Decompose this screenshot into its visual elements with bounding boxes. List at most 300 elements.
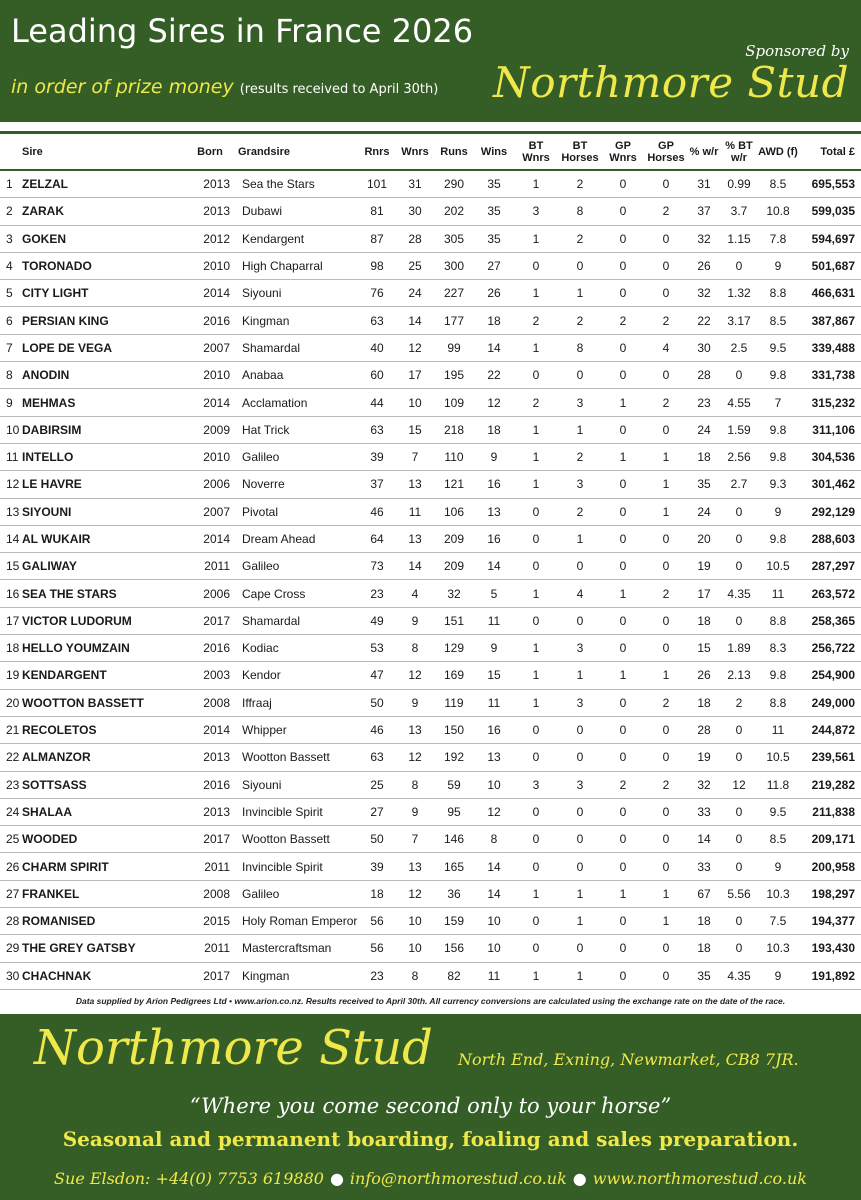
cell-bt-wnrs: 3	[514, 198, 558, 225]
cell-born: 2014	[182, 280, 238, 307]
cell-bt-wnrs: 0	[514, 607, 558, 634]
cell-total: 198,297	[798, 880, 861, 907]
cell-rank: 10	[0, 416, 22, 443]
table-row	[0, 662, 861, 689]
cell-gp-wnrs: 2	[602, 771, 644, 798]
cell-grandsire: Invincible Spirit	[238, 798, 358, 825]
cell-bt-wnrs: 0	[514, 498, 558, 525]
cell-sire: PERSIAN KING	[22, 307, 182, 334]
cell-gp-wnrs: 0	[602, 416, 644, 443]
cell-bt-wnrs: 0	[514, 744, 558, 771]
cell-pct-bt-wr: 2.5	[720, 334, 758, 361]
cell-awd: 9	[758, 498, 798, 525]
cell-rank: 29	[0, 935, 22, 962]
cell-pct-wr: 32	[688, 771, 720, 798]
cell-rnrs: 101	[358, 170, 396, 198]
cell-gp-horses: 0	[644, 225, 688, 252]
cell-grandsire: Shamardal	[238, 607, 358, 634]
cell-awd: 8.3	[758, 635, 798, 662]
cell-rnrs: 44	[358, 389, 396, 416]
cell-pct-wr: 20	[688, 525, 720, 552]
cell-gp-horses: 0	[644, 607, 688, 634]
cell-pct-bt-wr: 0	[720, 853, 758, 880]
cell-wins: 11	[474, 689, 514, 716]
cell-sire: LE HAVRE	[22, 471, 182, 498]
cell-wnrs: 7	[396, 443, 434, 470]
cell-wins: 35	[474, 225, 514, 252]
cell-grandsire: Whipper	[238, 716, 358, 743]
cell-wins: 27	[474, 252, 514, 279]
cell-bt-horses: 8	[558, 334, 602, 361]
cell-wins: 9	[474, 443, 514, 470]
table-row	[0, 416, 861, 443]
cell-gp-horses: 2	[644, 198, 688, 225]
cell-grandsire: Kingman	[238, 962, 358, 989]
cell-born: 2006	[182, 471, 238, 498]
cell-sire: GALIWAY	[22, 553, 182, 580]
cell-awd: 9	[758, 853, 798, 880]
cell-runs: 150	[434, 716, 474, 743]
header-banner	[0, 0, 861, 122]
cell-rnrs: 53	[358, 635, 396, 662]
cell-gp-wnrs: 0	[602, 689, 644, 716]
cell-pct-wr: 32	[688, 225, 720, 252]
footer-logo: Northmore Stud	[34, 1020, 433, 1076]
table-row	[0, 798, 861, 825]
cell-grandsire: Kodiac	[238, 635, 358, 662]
cell-rnrs: 87	[358, 225, 396, 252]
cell-wnrs: 14	[396, 553, 434, 580]
sires-table-container	[0, 131, 861, 990]
cell-bt-wnrs: 0	[514, 716, 558, 743]
cell-pct-bt-wr: 4.55	[720, 389, 758, 416]
cell-bt-wnrs: 0	[514, 908, 558, 935]
bullet-separator: ●	[572, 1169, 587, 1188]
cell-born: 2008	[182, 689, 238, 716]
cell-bt-horses: 0	[558, 362, 602, 389]
col-header-wins: Wins	[474, 133, 514, 171]
cell-pct-bt-wr: 0	[720, 826, 758, 853]
cell-sire: SOTTSASS	[22, 771, 182, 798]
cell-grandsire: Wootton Bassett	[238, 744, 358, 771]
cell-bt-wnrs: 1	[514, 416, 558, 443]
cell-grandsire: Kendor	[238, 662, 358, 689]
cell-total: 501,687	[798, 252, 861, 279]
col-header-awd: AWD (f)	[758, 133, 798, 171]
cell-sire: WOOTTON BASSETT	[22, 689, 182, 716]
cell-total: 263,572	[798, 580, 861, 607]
sires-table	[0, 131, 861, 990]
cell-sire: INTELLO	[22, 443, 182, 470]
cell-sire: TORONADO	[22, 252, 182, 279]
cell-bt-wnrs: 0	[514, 798, 558, 825]
cell-born: 2017	[182, 826, 238, 853]
cell-wins: 16	[474, 471, 514, 498]
cell-pct-wr: 33	[688, 798, 720, 825]
cell-gp-wnrs: 0	[602, 607, 644, 634]
cell-gp-wnrs: 0	[602, 853, 644, 880]
cell-rank: 18	[0, 635, 22, 662]
cell-total: 311,106	[798, 416, 861, 443]
cell-bt-horses: 3	[558, 689, 602, 716]
cell-wnrs: 13	[396, 471, 434, 498]
cell-sire: AL WUKAIR	[22, 525, 182, 552]
cell-total: 256,722	[798, 635, 861, 662]
cell-gp-horses: 2	[644, 771, 688, 798]
cell-total: 331,738	[798, 362, 861, 389]
cell-wnrs: 9	[396, 607, 434, 634]
cell-wnrs: 30	[396, 198, 434, 225]
cell-total: 209,171	[798, 826, 861, 853]
cell-pct-wr: 37	[688, 198, 720, 225]
cell-grandsire: Noverre	[238, 471, 358, 498]
col-header-bt-horses: BT Horses	[558, 133, 602, 171]
cell-grandsire: Wootton Bassett	[238, 826, 358, 853]
subtitle-text: in order of prize money	[11, 76, 234, 98]
cell-runs: 165	[434, 853, 474, 880]
cell-awd: 11.8	[758, 771, 798, 798]
cell-sire: SHALAA	[22, 798, 182, 825]
cell-pct-wr: 26	[688, 662, 720, 689]
cell-total: 695,553	[798, 170, 861, 198]
cell-rank: 2	[0, 198, 22, 225]
cell-runs: 209	[434, 553, 474, 580]
cell-pct-wr: 18	[688, 443, 720, 470]
cell-bt-wnrs: 1	[514, 170, 558, 198]
cell-born: 2012	[182, 225, 238, 252]
cell-runs: 151	[434, 607, 474, 634]
cell-gp-horses: 0	[644, 635, 688, 662]
table-row	[0, 744, 861, 771]
cell-bt-horses: 8	[558, 198, 602, 225]
cell-gp-wnrs: 0	[602, 908, 644, 935]
cell-awd: 8.8	[758, 689, 798, 716]
table-row	[0, 170, 861, 198]
cell-gp-horses: 0	[644, 962, 688, 989]
cell-gp-horses: 2	[644, 307, 688, 334]
cell-bt-horses: 2	[558, 443, 602, 470]
cell-gp-horses: 0	[644, 935, 688, 962]
cell-born: 2008	[182, 880, 238, 907]
cell-wnrs: 8	[396, 635, 434, 662]
cell-pct-wr: 28	[688, 362, 720, 389]
cell-sire: THE GREY GATSBY	[22, 935, 182, 962]
cell-grandsire: Hat Trick	[238, 416, 358, 443]
cell-wins: 14	[474, 553, 514, 580]
cell-grandsire: Invincible Spirit	[238, 853, 358, 880]
cell-gp-wnrs: 0	[602, 553, 644, 580]
cell-pct-bt-wr: 2.13	[720, 662, 758, 689]
cell-born: 2013	[182, 170, 238, 198]
cell-bt-horses: 2	[558, 225, 602, 252]
cell-pct-bt-wr: 0	[720, 744, 758, 771]
cell-wnrs: 17	[396, 362, 434, 389]
cell-wins: 13	[474, 744, 514, 771]
cell-rnrs: 63	[358, 416, 396, 443]
cell-born: 2009	[182, 416, 238, 443]
cell-wins: 22	[474, 362, 514, 389]
cell-wnrs: 12	[396, 662, 434, 689]
cell-gp-horses: 1	[644, 498, 688, 525]
cell-runs: 305	[434, 225, 474, 252]
cell-bt-wnrs: 0	[514, 252, 558, 279]
cell-born: 2014	[182, 716, 238, 743]
cell-awd: 10.8	[758, 198, 798, 225]
cell-rnrs: 37	[358, 471, 396, 498]
cell-pct-bt-wr: 12	[720, 771, 758, 798]
cell-rnrs: 98	[358, 252, 396, 279]
cell-rank: 16	[0, 580, 22, 607]
cell-pct-wr: 15	[688, 635, 720, 662]
cell-sire: CHACHNAK	[22, 962, 182, 989]
cell-born: 2011	[182, 853, 238, 880]
cell-pct-bt-wr: 3.7	[720, 198, 758, 225]
cell-awd: 7.8	[758, 225, 798, 252]
cell-born: 2015	[182, 908, 238, 935]
contact-web-link[interactable]: www.northmorestud.co.uk	[592, 1169, 807, 1188]
cell-born: 2010	[182, 252, 238, 279]
cell-pct-wr: 18	[688, 689, 720, 716]
cell-wins: 11	[474, 962, 514, 989]
cell-bt-wnrs: 1	[514, 662, 558, 689]
cell-awd: 10.5	[758, 553, 798, 580]
cell-grandsire: Dubawi	[238, 198, 358, 225]
cell-awd: 8.8	[758, 607, 798, 634]
cell-awd: 9.5	[758, 798, 798, 825]
cell-born: 2017	[182, 962, 238, 989]
table-row	[0, 307, 861, 334]
cell-rnrs: 56	[358, 935, 396, 962]
cell-runs: 32	[434, 580, 474, 607]
cell-bt-wnrs: 1	[514, 443, 558, 470]
cell-bt-wnrs: 0	[514, 935, 558, 962]
cell-bt-wnrs: 0	[514, 525, 558, 552]
cell-awd: 9.8	[758, 443, 798, 470]
cell-gp-horses: 0	[644, 744, 688, 771]
cell-rnrs: 73	[358, 553, 396, 580]
cell-bt-horses: 2	[558, 498, 602, 525]
cell-wins: 16	[474, 716, 514, 743]
cell-rank: 14	[0, 525, 22, 552]
cell-gp-wnrs: 0	[602, 225, 644, 252]
footer-tagline: “Where you come second only to your horse”	[189, 1094, 672, 1118]
cell-gp-horses: 1	[644, 443, 688, 470]
cell-rank: 21	[0, 716, 22, 743]
cell-pct-bt-wr: 1.59	[720, 416, 758, 443]
cell-bt-horses: 0	[558, 716, 602, 743]
cell-sire: KENDARGENT	[22, 662, 182, 689]
cell-total: 219,282	[798, 771, 861, 798]
cell-rnrs: 46	[358, 716, 396, 743]
cell-rnrs: 25	[358, 771, 396, 798]
cell-grandsire: Kendargent	[238, 225, 358, 252]
cell-gp-wnrs: 2	[602, 307, 644, 334]
cell-gp-horses: 2	[644, 580, 688, 607]
col-header-grandsire: Grandsire	[238, 133, 358, 171]
cell-wins: 14	[474, 880, 514, 907]
cell-grandsire: Cape Cross	[238, 580, 358, 607]
cell-bt-horses: 0	[558, 935, 602, 962]
cell-gp-horses: 0	[644, 280, 688, 307]
cell-pct-wr: 24	[688, 498, 720, 525]
footer-banner	[0, 1014, 861, 1200]
cell-total: 194,377	[798, 908, 861, 935]
footer-contact	[0, 1169, 861, 1188]
cell-rank: 12	[0, 471, 22, 498]
cell-bt-horses: 1	[558, 416, 602, 443]
cell-sire: ALMANZOR	[22, 744, 182, 771]
cell-awd: 11	[758, 716, 798, 743]
cell-wnrs: 7	[396, 826, 434, 853]
cell-sire: ROMANISED	[22, 908, 182, 935]
cell-pct-wr: 24	[688, 416, 720, 443]
cell-runs: 36	[434, 880, 474, 907]
cell-wnrs: 12	[396, 334, 434, 361]
table-row	[0, 498, 861, 525]
cell-wins: 5	[474, 580, 514, 607]
cell-total: 292,129	[798, 498, 861, 525]
col-header-gp-wnrs: GP Wnrs	[602, 133, 644, 171]
cell-born: 2010	[182, 362, 238, 389]
cell-gp-wnrs: 0	[602, 525, 644, 552]
table-row	[0, 853, 861, 880]
cell-awd: 9.8	[758, 525, 798, 552]
table-row	[0, 580, 861, 607]
cell-awd: 8.5	[758, 307, 798, 334]
cell-pct-bt-wr: 1.89	[720, 635, 758, 662]
cell-rnrs: 64	[358, 525, 396, 552]
cell-rank: 6	[0, 307, 22, 334]
cell-rnrs: 60	[358, 362, 396, 389]
cell-bt-horses: 1	[558, 662, 602, 689]
cell-sire: MEHMAS	[22, 389, 182, 416]
cell-runs: 290	[434, 170, 474, 198]
cell-awd: 10.5	[758, 744, 798, 771]
cell-rank: 26	[0, 853, 22, 880]
cell-bt-wnrs: 1	[514, 334, 558, 361]
cell-rank: 11	[0, 443, 22, 470]
cell-pct-bt-wr: 3.17	[720, 307, 758, 334]
cell-rnrs: 46	[358, 498, 396, 525]
cell-grandsire: Shamardal	[238, 334, 358, 361]
cell-wins: 18	[474, 307, 514, 334]
cell-total: 339,488	[798, 334, 861, 361]
cell-rank: 25	[0, 826, 22, 853]
cell-pct-bt-wr: 0	[720, 362, 758, 389]
cell-wnrs: 8	[396, 771, 434, 798]
cell-runs: 156	[434, 935, 474, 962]
cell-wins: 10	[474, 771, 514, 798]
cell-sire: ANODIN	[22, 362, 182, 389]
subtitle-note: (results received to April 30th)	[239, 82, 439, 97]
cell-gp-wnrs: 0	[602, 826, 644, 853]
cell-gp-wnrs: 1	[602, 880, 644, 907]
cell-rnrs: 18	[358, 880, 396, 907]
cell-sire: FRANKEL	[22, 880, 182, 907]
cell-rank: 7	[0, 334, 22, 361]
cell-gp-horses: 0	[644, 716, 688, 743]
cell-total: 387,867	[798, 307, 861, 334]
table-row	[0, 389, 861, 416]
cell-pct-wr: 26	[688, 252, 720, 279]
cell-pct-bt-wr: 0.99	[720, 170, 758, 198]
cell-awd: 8.8	[758, 280, 798, 307]
cell-sire: GOKEN	[22, 225, 182, 252]
cell-born: 2016	[182, 635, 238, 662]
cell-rnrs: 50	[358, 826, 396, 853]
cell-bt-horses: 1	[558, 280, 602, 307]
cell-bt-horses: 2	[558, 307, 602, 334]
cell-grandsire: Sea the Stars	[238, 170, 358, 198]
cell-total: 287,297	[798, 553, 861, 580]
cell-bt-wnrs: 1	[514, 580, 558, 607]
cell-gp-wnrs: 0	[602, 798, 644, 825]
cell-wnrs: 12	[396, 744, 434, 771]
cell-gp-horses: 0	[644, 416, 688, 443]
cell-runs: 159	[434, 908, 474, 935]
cell-rank: 8	[0, 362, 22, 389]
cell-wnrs: 9	[396, 689, 434, 716]
cell-gp-horses: 0	[644, 826, 688, 853]
cell-pct-wr: 31	[688, 170, 720, 198]
table-row	[0, 334, 861, 361]
cell-gp-horses: 0	[644, 252, 688, 279]
cell-wins: 35	[474, 198, 514, 225]
cell-born: 2014	[182, 525, 238, 552]
cell-gp-wnrs: 0	[602, 198, 644, 225]
cell-sire: HELLO YOUMZAIN	[22, 635, 182, 662]
cell-pct-wr: 19	[688, 744, 720, 771]
cell-total: 258,365	[798, 607, 861, 634]
cell-rnrs: 23	[358, 962, 396, 989]
cell-runs: 121	[434, 471, 474, 498]
col-header-rnrs: Rnrs	[358, 133, 396, 171]
table-row	[0, 880, 861, 907]
cell-rank: 9	[0, 389, 22, 416]
cell-gp-wnrs: 0	[602, 170, 644, 198]
col-header-runs: Runs	[434, 133, 474, 171]
cell-sire: WOODED	[22, 826, 182, 853]
cell-born: 2011	[182, 935, 238, 962]
cell-born: 2013	[182, 198, 238, 225]
cell-bt-horses: 4	[558, 580, 602, 607]
contact-phone: Sue Elsdon: +44(0) 7753 619880	[54, 1169, 324, 1188]
cell-grandsire: Dream Ahead	[238, 525, 358, 552]
cell-rnrs: 27	[358, 798, 396, 825]
cell-grandsire: Galileo	[238, 443, 358, 470]
cell-wins: 14	[474, 853, 514, 880]
cell-runs: 300	[434, 252, 474, 279]
cell-wnrs: 10	[396, 908, 434, 935]
contact-email-link[interactable]: info@northmorestud.co.uk	[349, 1169, 567, 1188]
cell-gp-wnrs: 1	[602, 580, 644, 607]
cell-wnrs: 24	[396, 280, 434, 307]
cell-born: 2003	[182, 662, 238, 689]
table-row	[0, 962, 861, 989]
table-row	[0, 525, 861, 552]
sponsored-by-label: Sponsored by	[745, 42, 849, 60]
cell-pct-wr: 19	[688, 553, 720, 580]
table-row	[0, 908, 861, 935]
cell-pct-wr: 18	[688, 607, 720, 634]
table-row	[0, 826, 861, 853]
cell-rnrs: 63	[358, 744, 396, 771]
cell-wins: 10	[474, 935, 514, 962]
col-header-wnrs: Wnrs	[396, 133, 434, 171]
cell-pct-bt-wr: 0	[720, 252, 758, 279]
cell-sire: SIYOUNI	[22, 498, 182, 525]
cell-bt-horses: 0	[558, 252, 602, 279]
